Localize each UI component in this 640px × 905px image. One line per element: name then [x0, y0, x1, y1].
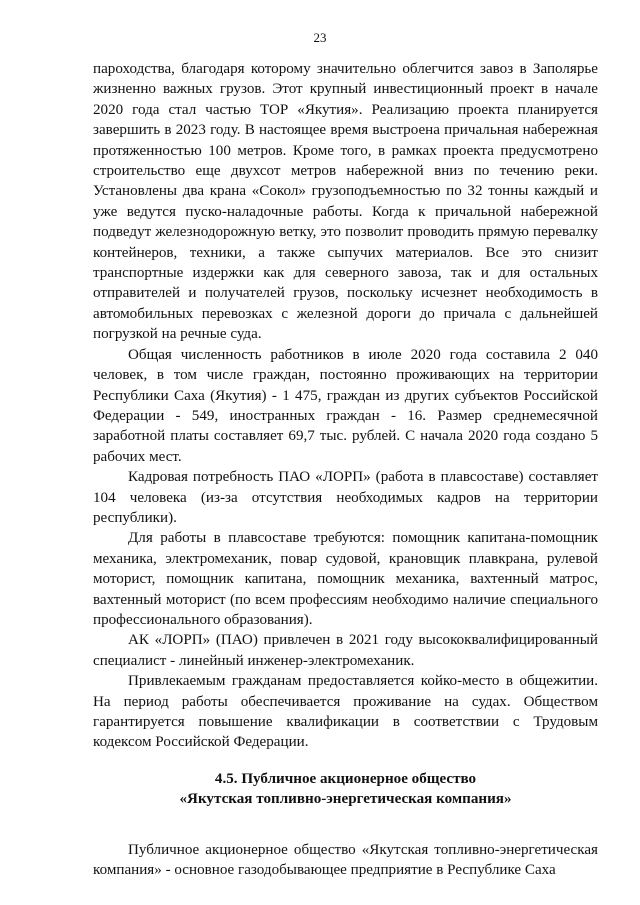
paragraph-hired-specialist: АК «ЛОРП» (ПАО) привлечен в 2021 году высококвалифицированный специалист - линейный инженер-электромеханик.: [93, 632, 598, 669]
section-heading-line-2: «Якутская топливно-энергетическая компания»: [179, 791, 512, 808]
document-body: [93, 59, 598, 880]
paragraph-company-intro: Публичное акционерное общество «Якутская топливно-энергетическая компания» - основное газодобывающее предприятие в Республике Саха: [93, 841, 598, 879]
paragraph-employees: Общая численность работников в июле 2020 года составила 2 040 человек, в том числе граждан, постоянно проживающих на территории Республики Саха (Якутия) - 1 475, граждан из других субъектов Российской Федерации - 549, иностранных граждан - 16. Размер среднемесячной заработной платы составляет 69,7 тыс. рублей. С начала 2020 года создано 5 рабочих мест.: [93, 346, 598, 465]
paragraph-staffing-need: Кадровая потребность ПАО «ЛОРП» (работа в плавсоставе) составляет 104 человека (из-за отсутствия необходимых кадров на территории республики).: [93, 469, 598, 526]
page-number: 23: [313, 30, 327, 45]
section-heading: [93, 769, 598, 810]
paragraph-required-professions: Для работы в плавсоставе требуются: помощник капитана-помощник механика, электромеханик, повар судовой, крановщик плавкрана, рулевой моторист, помощник капитана, помощник механика, вахтенный матрос, вахтенный моторист (по всем профессиям необходимо наличие специального профессионального образования).: [93, 530, 598, 628]
paragraph-port-project: пароходства, благодаря которому значительно облегчится завоз в Заполярье жизненно важных грузов. Этот крупный инвестиционный проект в начале 2020 года стал частью ТОР «Якутия». Реализацию проекта планируется завершить в 2023 году. В настоящее время выстроена причальная набережная протяженностью 100 метров. Кроме того, в рамках проекта предусмотрено строительство еще двухсот метров набережной вниз по течению реки. Установлены два крана «Сокол» грузоподъемностью по 32 тонны каждый и уже ведутся пуско-наладочные работы. Когда к причальной набережной подведут железнодорожную ветку, это позволит проводить прямую перевалку контейнеров, техники, а также сыпучих материалов. Все это снизит транспортные издержки как для северного завоза, так и для остальных отправителей и получателей грузов, поскольку исчезнет необходимость в автомобильных перевозках с железной дороги до причала с дальнейшей погрузкой на речные суда.: [93, 61, 598, 343]
section-heading-line-1: 4.5. Публичное акционерное общество: [214, 770, 477, 787]
paragraph-accommodation: Привлекаемым гражданам предоставляется койко-место в общежитии. На период работы обеспечивается проживание на судах. Обществом гарантируется повышение квалификации в соответствии с Трудовым кодексом Российской Федерации.: [93, 673, 598, 751]
